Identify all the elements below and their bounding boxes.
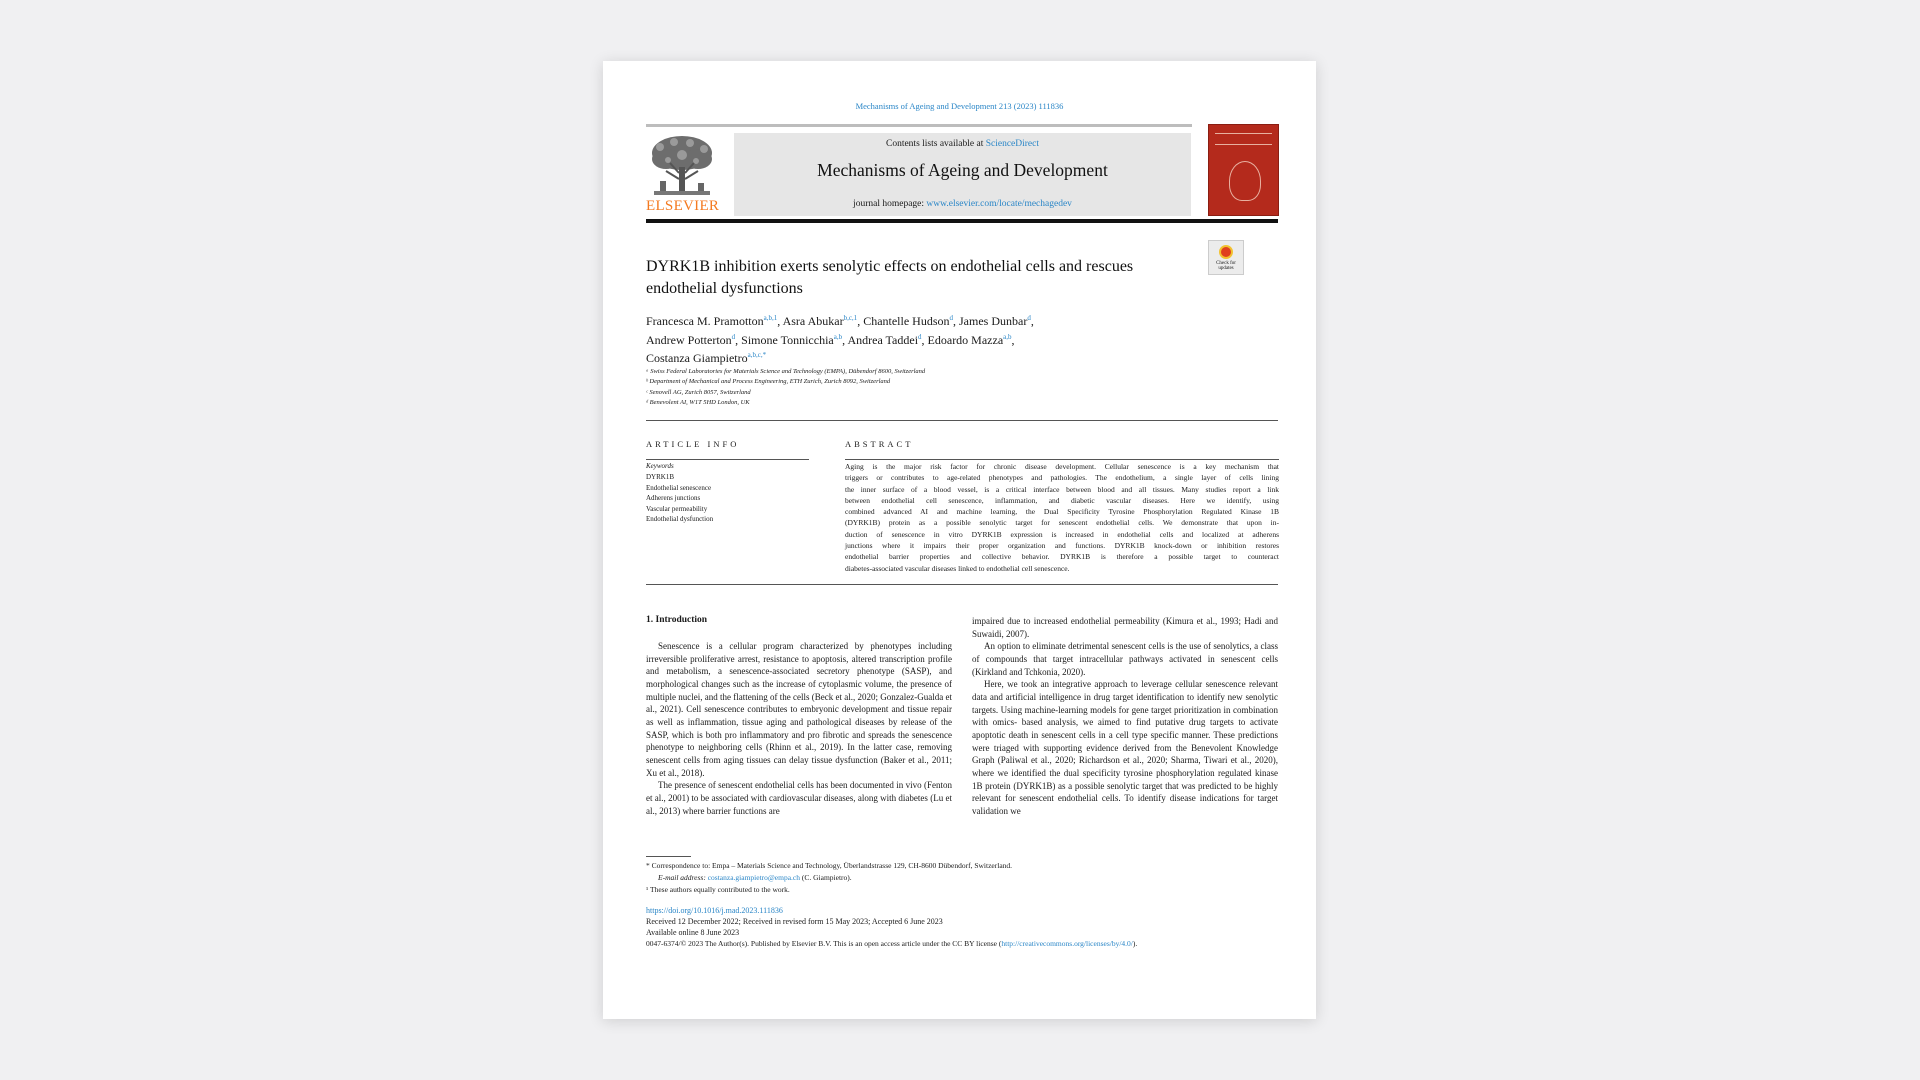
top-rule [646,124,1192,127]
equal-contribution-footnote: ¹ These authors equally contributed to the work. [646,885,790,894]
email-suffix: (C. Giampietro). [801,873,852,882]
keyword: Adherens junctions [646,494,701,502]
author: James Dunbar$^d$, [959,314,1034,328]
journal-banner [734,133,1191,216]
license-line [646,939,1137,948]
abstract-line: the inner surface of a blood vessel, is a critical interface between blood and all tissues. Many studies report a link [845,484,1279,494]
license-link[interactable]: http://creativecommons.org/licenses/by/4.0/ [1001,939,1133,948]
doi-link[interactable]: https://doi.org/10.1016/j.mad.2023.111836 [646,906,783,915]
keyword: Endothelial dysfunction [646,515,714,523]
affiliation: ᵈ Benevolent AI, W1T 5HD London, UK [646,399,750,406]
homepage-line [734,199,1191,209]
journal-cover-thumbnail[interactable] [1208,124,1279,216]
email-label: E-mail address: [658,873,706,882]
contents-prefix: Contents lists available at [885,139,984,149]
author: Andrew Potterton$^d$, [646,332,742,347]
divider [845,459,1279,460]
keyword: Vascular permeability [646,504,708,513]
abstract-line: triggers or contributes to age-related phenotypes and pathologies. The endothelium, a single layer of cells lining [845,473,1279,483]
author: Francesca M. Pramotton$^{a,b,1}$, [646,314,783,328]
affiliation: ᵃ Swiss Federal Laboratories for Materials Science and Technology (EMPA), Dübendorf 8600, Switzerland [646,368,926,375]
abstract-line: junctions where it impairs their proper organization and functions. DYRK1B knock-down or inhibition restores [845,541,1279,551]
cover-title-band [1215,133,1272,145]
homepage-prefix: journal homepage: [853,199,925,209]
article-info-heading: ARTICLE INFO [646,439,740,449]
intro-paragraph: The presence of senescent endothelial cells has been documented in vivo (Fenton et al., 2001) to be associated with cardiovascular diseases, along with diabetes (Lu et al., 2013) where barrier functions are [646,780,952,816]
abstract-line: Aging is the major risk factor for chronic disease development. Cellular senescence is a key mechanism that [845,462,1279,471]
email-link[interactable]: costanza.giampietro@empa.ch [707,873,801,882]
available-online: Available online 8 June 2023 [646,928,740,937]
divider [646,584,1278,585]
elsevier-wordmark: ELSEVIER [646,198,720,214]
article-title: DYRK1B inhibition exerts senolytic effects on endothelial cells and rescues endothelial dysfunctions [646,258,1134,297]
contents-line [734,139,1191,149]
abstract-line: between endothelial cell senescence, inflammation, and diabetic vascular diseases. Here we identify, using [845,495,1279,505]
check-updates-icon [1219,245,1233,259]
cover-illustration [1229,161,1261,201]
abstract-heading: ABSTRACT [845,439,914,449]
footnote-rule [646,856,691,857]
intro-right-column [972,615,1278,818]
author-list [646,311,1206,367]
author: Simone Tonnicchia$^{a,b}$, [741,332,848,347]
abstract-line: duction of senescence in vitro DYRK1B expression is increased in endothelial cells and localized at adherens [845,529,1279,539]
intro-paragraph: Senescence is a cellular program characterized by phenotypes including irreversible proliferative arrest, resistance to apoptosis, altered transcription profile and metabolism, a senescence-associated secretory phenotype (SASP), and morphological changes such as the increase of cytoplasmic volume, the presence of multiple nuclei, and the flattening of the cells (Beck et al., 2020; Gonzalez-Gualda et al., 2021). Cell senescence contributes to embryonic development and tissue repair as well as inflammation, tissue aging and pathological diseases by release of the SASP, which is both pro inflammatory and pro fibrotic and spreads the senescence phenotype to neighboring cells (Rhinn et al., 2019). In the latter case, removing senescent cells from aging tissues can delay tissue dysfunction (Baker et al., 2011; Xu et al., 2018). [646,641,952,778]
journal-title: Mechanisms of Ageing and Development [817,160,1108,180]
received-dates: Received 12 December 2022; Received in revised form 15 May 2023; Accepted 6 June 2023 [646,917,943,926]
license-suffix: ). [1132,939,1138,948]
keyword: Endothelial senescence [646,483,712,492]
header-thick-rule [646,219,1278,223]
divider [646,459,809,460]
sciencedirect-link[interactable]: ScienceDirect [985,139,1039,149]
introduction-heading: 1. Introduction [646,615,708,625]
keyword: DYRK1B [646,473,675,481]
author: Asra Abukar$^{b,c,1}$, [782,314,864,328]
abstract-line: combined advanced AI and machine learning, the Dual Specificity Tyrosine Phosphorylation Regulated Kinase 1B [845,507,1279,517]
intro-left-column [646,640,952,817]
check-updates-label: Check for updates [1216,261,1236,271]
divider [646,420,1278,421]
abstract-line: (DYRK1B) protein as a possible senolytic target for senescent endothelial cells. We demonstrate that upon in- [845,518,1279,528]
intro-paragraph: An option to eliminate detrimental senescent cells is the use of senolytics, a class of compounds that target intracellular pathways activated in senescent cells (Kirkland and Tchkonia, 2020). [972,641,1278,677]
intro-paragraph: Here, we took an integrative approach to leverage cellular senescence relevant data and artificial intelligence in drug target identification to identify new senolytic targets. Using machine-learning models for gene target prioritization in combination with omics- based analysis, we aimed to find putative drug targets to activate apoptotic death in senescent cells in a cell type specific manner. These predictions were triaged with supporting evidence derived from the Benevolent Knowledge Graph (Paliwal et al., 2020; Richardson et al., 2020; Sharma, Tiwari et al., 2020), where we identified the dual specificity tyrosine phosphorylation regulated kinase 1B protein (DYRK1B) as a possible senolytic target that was predicted to be highly relevant for senescent endothelial cells. To identify disease indications for target validation we [972,679,1278,816]
homepage-link[interactable]: www.elsevier.com/locate/mechagedev [926,199,1072,209]
abstract-body [845,461,1279,574]
email-footnote [658,872,852,884]
keywords-label: Keywords [646,462,674,470]
author: Chantelle Hudson$^d$, [863,314,960,328]
author: Costanza Giampietro$^{a,b,c,*}$ [646,351,767,365]
paper-page [603,61,1316,1019]
intro-paragraph: impaired due to increased endothelial permeability (Kimura et al., 1993; Hadi and Suwaidi, 2007). [972,616,1278,639]
abstract-line: endothelial barrier properties and collective behavior. DYRK1B is therefore a possible target to counteract [845,552,1279,562]
author: Edoardo Mazza$^{a,b}$, [927,332,1015,347]
abstract-line: diabetes-associated vascular diseases linked to endothelial cell senescence. [845,563,1070,573]
author: Andrea Taddei$^d$, [847,332,928,347]
correspondence-footnote: * Correspondence to: Empa – Materials Science and Technology, Überlandstrasse 129, CH-8600 Dübendorf, Switzerland. [646,861,1013,870]
check-for-updates-button[interactable] [1208,240,1244,275]
license-prefix: 0047-6374/© 2023 The Author(s). Published by Elsevier B.V. This is an open access article under the CC BY license ( [646,939,1002,948]
affiliation: ᵇ Department of Mechanical and Process Engineering, ETH Zurich, Zurich 8092, Switzerland [646,378,891,385]
affiliation: ᶜ Senovell AG, Zurich 8057, Switzerland [646,389,751,396]
running-head[interactable]: Mechanisms of Ageing and Development 213 (2023) 111836 [855,101,1064,111]
